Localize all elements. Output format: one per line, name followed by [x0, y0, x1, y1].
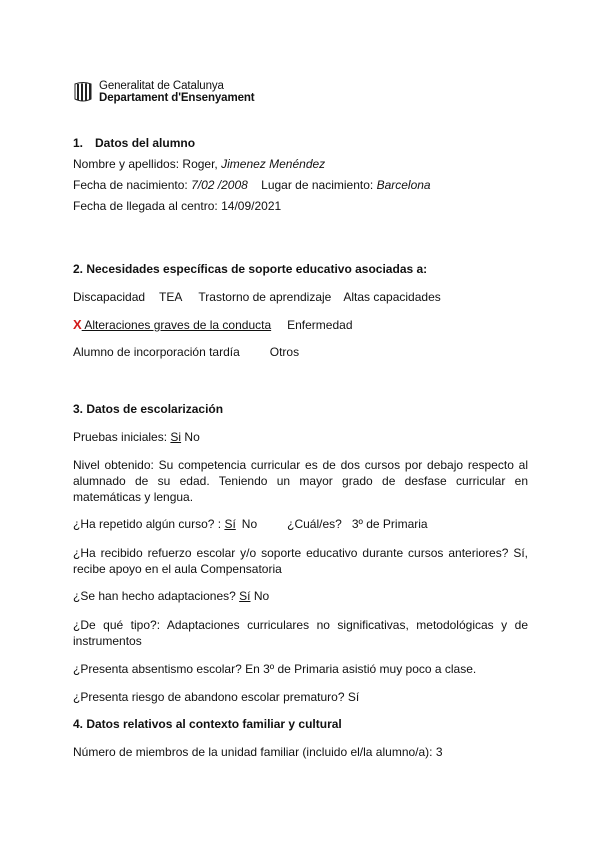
- place-label: Lugar de nacimiento:: [261, 178, 374, 192]
- repetido-line: [73, 517, 428, 531]
- birth-label: Fecha de nacimiento:: [73, 178, 188, 192]
- miembros-line: Número de miembros de la unidad familiar (incluido el/la alumno/a): 3: [73, 745, 443, 759]
- name-label: Nombre y apellidos:: [73, 157, 180, 171]
- option-tea: TEA: [159, 290, 183, 304]
- section2-heading: 2. Necesidades específicas de soporte educativo asociadas a:: [73, 262, 428, 276]
- pruebas-si: Si: [170, 430, 182, 444]
- arrival-label: Fecha de llegada al centro:: [73, 199, 218, 213]
- pruebas-line: [73, 430, 200, 444]
- option-incorporacion-tardia: Alumno de incorporación tardía: [73, 345, 240, 359]
- option-enfermedad: Enfermedad: [287, 318, 353, 332]
- absentismo-line: ¿Presenta absentismo escolar? En 3º de Primaria asistió muy poco a clase.: [73, 662, 477, 676]
- adaptaciones-no: No: [253, 589, 270, 603]
- pruebas-no: No: [184, 430, 200, 444]
- repetido-no: No: [241, 517, 258, 531]
- name-first: Roger,: [182, 157, 218, 171]
- name-last: Jimenez Menéndez: [221, 157, 326, 171]
- section3-heading: 3. Datos de escolarización: [73, 402, 224, 416]
- catalan-flag-icon: [73, 81, 93, 103]
- refuerzo-line: ¿Ha recibido refuerzo escolar y/o soporte educativo durante cursos anteriores? Sí, recibe apoyo en el aula Compensatoria: [73, 546, 528, 576]
- adaptaciones-si: Sí: [239, 589, 251, 603]
- abandono-line: ¿Presenta riesgo de abandono escolar prematuro? Sí: [73, 690, 360, 704]
- needs-row1: [73, 290, 441, 304]
- repetido-label: ¿Ha repetido algún curso? :: [73, 517, 222, 531]
- option-discapacidad: Discapacidad: [73, 290, 146, 304]
- header-logo: [73, 80, 255, 104]
- student-name-line: [73, 157, 325, 171]
- option-alteraciones-conducta: Alteraciones graves de la conducta: [81, 318, 272, 332]
- nivel-obtenido: Nivel obtenido: Su competencia curricular es de dos cursos por debajo respecto al alumnado de su edad. Teniendo un mayor grado de desfase curricular en matemáticas y lengua.: [73, 458, 528, 504]
- section1-number: 1.: [73, 136, 84, 150]
- org-line1: Generalitat de Catalunya: [99, 80, 224, 92]
- birth-line: [73, 178, 431, 192]
- cual-label: ¿Cuál/es?: [287, 517, 342, 531]
- arrival-line: [73, 199, 281, 213]
- tipo-line: ¿De qué tipo?: Adaptaciones curriculares no significativas, metodológicas y de instrumentos: [73, 618, 528, 648]
- option-otros: Otros: [269, 345, 300, 359]
- repetido-si: Sí: [224, 517, 236, 531]
- selected-mark: X: [73, 317, 82, 332]
- needs-row2: [73, 318, 353, 332]
- needs-row3: [73, 345, 299, 359]
- adaptaciones-line: [73, 589, 269, 603]
- option-trastorno: Trastorno de aprendizaje: [198, 290, 332, 304]
- organization-name: [99, 80, 255, 104]
- cual-value: 3º de Primaria: [351, 517, 428, 531]
- arrival-value: 14/09/2021: [221, 199, 282, 213]
- place-value: Barcelona: [376, 178, 431, 192]
- section4-heading: 4. Datos relativos al contexto familiar y cultural: [73, 717, 342, 731]
- section1-title: Datos del alumno: [95, 136, 196, 150]
- org-line2: Departament d'Ensenyament: [99, 92, 255, 104]
- birth-value: 7/02 /2008: [191, 178, 248, 192]
- section1-heading: [73, 136, 195, 150]
- pruebas-label: Pruebas iniciales:: [73, 430, 168, 444]
- adaptaciones-label: ¿Se han hecho adaptaciones?: [73, 589, 236, 603]
- option-altas-capacidades: Altas capacidades: [343, 290, 441, 304]
